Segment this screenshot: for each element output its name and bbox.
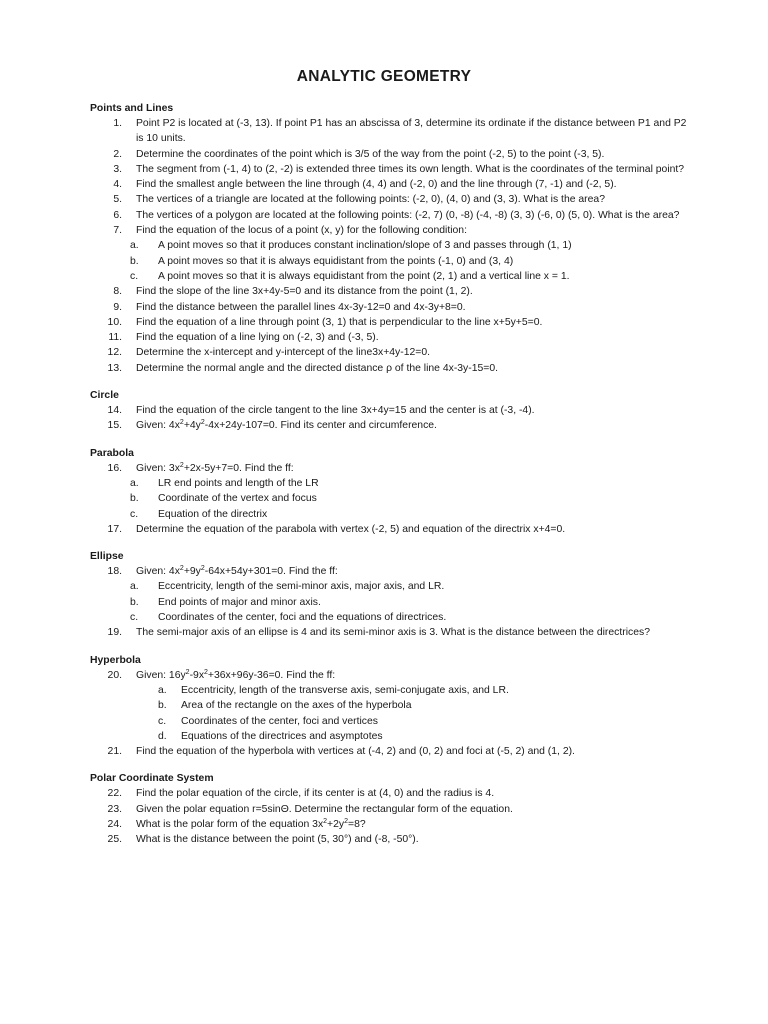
question-number: 4. [113,179,122,191]
question-item [0,162,768,177]
section-gap [0,434,768,446]
sub-question-item [0,507,768,522]
question-text: Given: $3x^2+2x-5y+7=0$. Find the ff: [136,461,294,474]
sub-question-letter: a. [158,684,167,696]
section-gap [0,376,768,388]
question-item [0,744,768,759]
question-text: Determine the coordinates of the point which is 3/5 of the way from the point (-2, 5) to the point (-3, 5). [136,148,605,160]
question-text: The vertices of a triangle are located at the following points: (-2, 0), (4, 0) and (3, 3). What is the area? [136,194,605,206]
question-number: 6. [113,209,122,221]
question-text: Find the equation of the hyperbola with vertices at (-4, 2) and (0, 2) and foci at (-5, 2) and (1, 2). [136,746,575,758]
question-text: Find the polar equation of the circle, if its center is at (4, 0) and the radius is 4. [136,788,495,800]
question-number: 12. [107,347,122,359]
section-gap [0,537,768,549]
sub-question-item [0,238,768,253]
sub-question-letter: b. [130,255,139,267]
question-number: 18. [107,566,122,578]
sub-question-item [0,698,768,713]
question-item [0,668,768,683]
sub-question-item [0,579,768,594]
section-heading: Parabola [90,447,134,459]
sub-question-letter: b. [130,596,139,608]
question-item [0,461,768,476]
sub-question-text: Coordinates of the center, foci and the equations of directrices. [158,612,447,624]
sub-question-item [0,714,768,729]
question-text: Find the equation of a line through point (3, 1) that is perpendicular to the line x+5y+5=0. [136,316,543,328]
question-text: Determine the x-intercept and y-intercept of the line3x+4y-12=0. [136,347,430,359]
sub-question-item [0,595,768,610]
question-item [0,223,768,238]
section-gap [0,641,768,653]
sub-question-text: End points of major and minor axis. [158,596,321,608]
section-gap [0,759,768,771]
question-item [0,208,768,223]
sub-question-text: Equation of the directrix [158,508,268,520]
question-item [0,403,768,418]
section-heading: Circle [90,390,119,402]
question-item [0,315,768,330]
question-item [0,802,768,817]
sub-question-letter: a. [130,581,139,593]
section-heading: Ellipse [90,551,124,563]
sub-question-letter: b. [158,700,167,712]
question-item [0,177,768,192]
section [0,101,768,376]
question-item [0,832,768,847]
question-number: 20. [107,669,122,681]
question-text: Given: $4x^2+9y^2-64x+54y+301=0$. Find the ff: [136,565,338,578]
question-number: 2. [113,148,122,160]
question-text: Given: $16y^2-9x^2+36x+96y-36=0$. Find the ff: [136,668,336,681]
question-number: 24. [107,818,122,830]
question-item [0,361,768,376]
question-number: 5. [113,194,122,206]
sub-question-letter: a. [130,477,139,489]
sub-question-letter: d. [158,730,167,742]
question-item [0,817,768,832]
sub-question-text: A point moves so that it is always equidistant from the points (-1, 0) and (3, 4) [158,255,514,267]
sub-question-item [0,683,768,698]
question-text: Determine the equation of the parabola with vertex (-2, 5) and equation of the directrix x+4=0. [136,523,566,535]
section [0,771,768,847]
question-number: 10. [107,316,122,328]
sub-question-text: A point moves so that it is always equidistant from the point (2, 1) and a vertical line x = 1. [158,270,570,282]
question-item [0,116,768,147]
sub-question-letter: c. [130,270,139,282]
section [0,549,768,640]
question-text: The segment from (-1, 4) to (2, -2) is extended three times its own length. What is the coordinates of the terminal point? [136,163,685,175]
sub-question-text: Eccentricity, length of the semi-minor axis, major axis, and LR. [158,581,445,593]
section-heading: Hyperbola [90,654,141,666]
sub-question-text: Coordinate of the vertex and focus [158,493,317,505]
question-text: Determine the normal angle and the directed distance ρ of the line 4x-3y-15=0. [136,362,499,374]
question-number: 19. [107,627,122,639]
page-title: ANALYTIC GEOMETRY [296,68,472,85]
question-item [0,522,768,537]
question-number: 9. [113,301,122,313]
section [0,388,768,434]
sub-question-item [0,254,768,269]
question-number: 8. [113,286,122,298]
question-text: Find the distance between the parallel lines 4x-3y-12=0 and 4x-3y+8=0. [136,301,466,313]
document-body [0,101,768,848]
question-number: 14. [107,405,122,417]
question-item [0,625,768,640]
question-item [0,786,768,801]
question-text: Find the slope of the line 3x+4y-5=0 and its distance from the point (1, 2). [136,286,473,298]
section-heading: Polar Coordinate System [90,773,214,785]
question-item [0,284,768,299]
sub-question-letter: c. [130,612,139,624]
question-text: Point P2 is located at (-3, 13). If point P1 has an abscissa of 3, determine its ordinate if the distance between P1 and P2 is 10 units. [136,118,687,145]
question-number: 13. [107,362,122,374]
question-item [0,418,768,433]
section [0,653,768,760]
question-item [0,147,768,162]
question-item [0,300,768,315]
question-text: Given: $4x^2+4y^2-4x+24y-107=0$. Find its center and circumference. [136,419,437,432]
question-number: 21. [107,746,122,758]
question-text: The semi-major axis of an ellipse is 4 and its semi-minor axis is 3. What is the distance between the directrices? [136,627,650,639]
question-number: 11. [108,332,122,344]
sub-question-item [0,491,768,506]
question-item [0,564,768,579]
sub-question-letter: b. [130,493,139,505]
question-text: What is the polar form of the equation $3x^2+2y^2=8$? [136,817,366,830]
sub-question-item [0,610,768,625]
question-text: Given the polar equation r=5sinΘ. Determine the rectangular form of the equation. [136,803,513,815]
sub-question-item [0,729,768,744]
question-text: What is the distance between the point (5, 30°) and (-8, -50°). [136,834,419,846]
question-number: 15. [107,420,122,432]
question-number: 22. [107,788,122,800]
question-text: Find the equation of the circle tangent to the line 3x+4y=15 and the center is at (-3, -4). [136,405,535,417]
question-number: 16. [107,462,122,474]
sub-question-text: Equations of the directrices and asymptotes [181,730,383,742]
question-text: The vertices of a polygon are located at the following points: (-2, 7) (0, -8) (-4, -8) (3, 3) (-6, 0) (5, 0). What is the area? [136,209,680,221]
question-text: Find the equation of the locus of a point (x, y) for the following condition: [136,225,467,237]
sub-question-letter: c. [158,715,167,727]
question-number: 17. [107,523,122,535]
question-number: 1. [113,118,122,129]
sub-question-text: Eccentricity, length of the transverse axis, semi-conjugate axis, and LR. [181,684,509,696]
section [0,446,768,537]
question-number: 25. [107,834,122,846]
sub-question-text: LR end points and length of the LR [158,477,319,489]
sub-question-letter: a. [130,240,139,252]
question-item [0,345,768,360]
sub-question-letter: c. [130,508,139,520]
question-text: Find the equation of a line lying on (-2, 3) and (-3, 5). [136,332,379,344]
sub-question-item [0,269,768,284]
sub-question-text: A point moves so that it produces constant inclination/slope of 3 and passes through (1, 1) [158,240,572,252]
sub-question-text: Area of the rectangle on the axes of the hyperbola [181,700,412,712]
sub-question-text: Coordinates of the center, foci and vertices [181,715,378,727]
question-number: 7. [113,225,122,237]
question-number: 23. [107,803,122,815]
section-heading: Points and Lines [90,103,174,114]
question-number: 3. [113,163,122,175]
question-item [0,330,768,345]
question-item [0,192,768,207]
sub-question-item [0,476,768,491]
question-text: Find the smallest angle between the line through (4, 4) and (-2, 0) and the line through (7, -1) and (-2, 5). [136,179,617,191]
